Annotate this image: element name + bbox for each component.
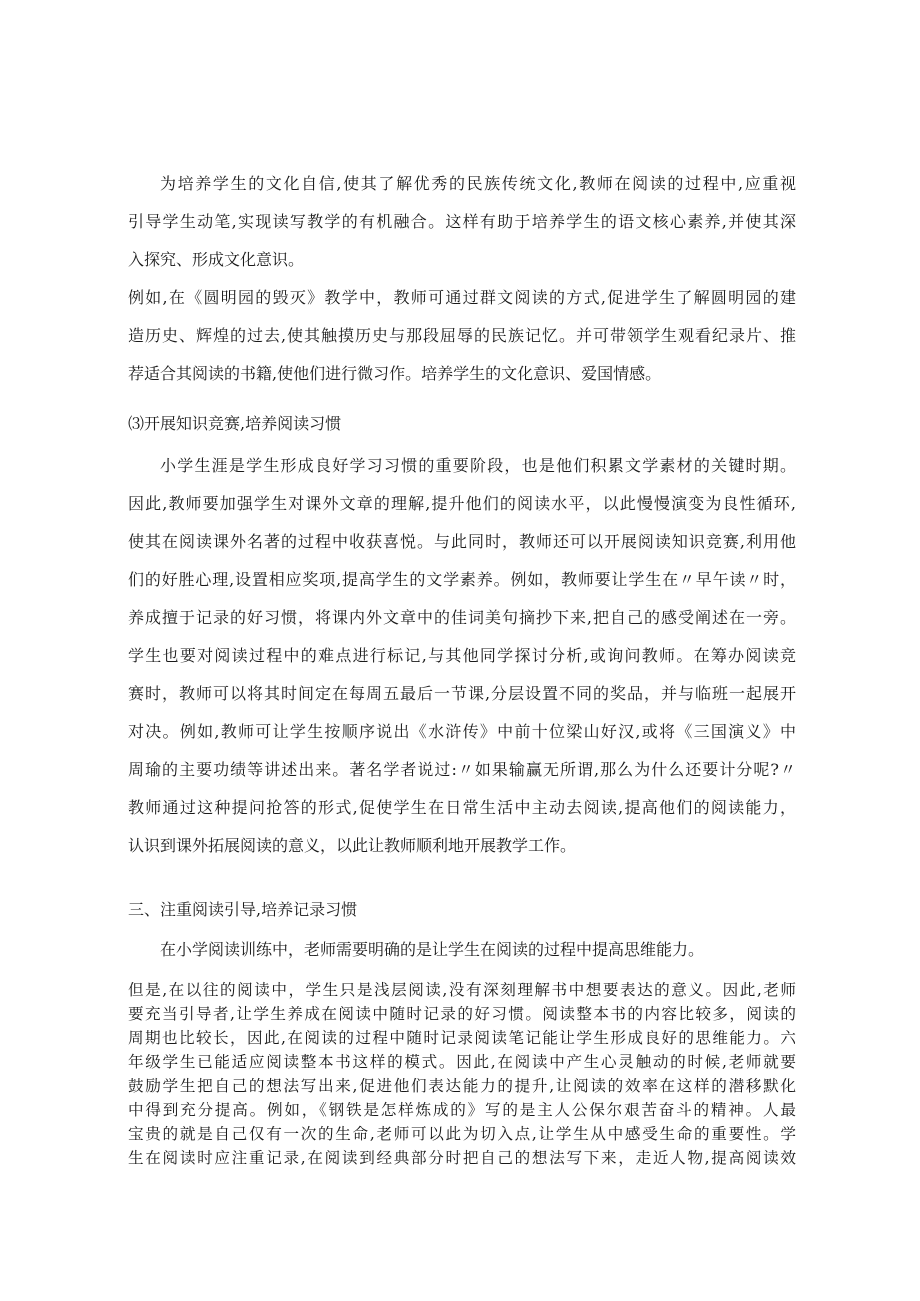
text-line: 为培养学生的文化自信,使其了解优秀的民族传统文化,教师在阅读的过程中,应重视 <box>160 174 796 193</box>
text-line: 养成擅于记录的好习惯，将课内外文章中的佳词美句摘抄下来,把自己的感受阐述在一旁。 <box>128 608 796 627</box>
text-line: 周期也比较长，因此,在阅读的过程中随时记录阅读笔记能让学生形成良好的思维能力。六 <box>128 1029 796 1047</box>
text-line: 造历史、辉煌的过去,使其触摸历史与那段屈辱的民族记忆。并可带领学生观看纪录片、推 <box>128 326 796 345</box>
text-line: 小学生涯是学生形成良好学习习惯的重要阶段，也是他们积累文学素材的关键时期。 <box>160 456 796 475</box>
text-line: 赛时，教师可以将其时间定在每周五最后一节课,分层设置不同的奖品，并与临班一起展开 <box>128 684 796 703</box>
paragraph-reading-notes <box>128 978 796 1170</box>
subheading-knowledge-contest <box>128 410 796 438</box>
text-line: 使其在阅读课外名著的过程中收获喜悦。与此同时，教师还可以开展阅读知识竞赛,利用他 <box>128 532 796 551</box>
text-line: 因此,教师要加强学生对课外文章的理解,提升他们的阅读水平，以此慢慢演变为良性循环, <box>128 494 796 513</box>
text-line: 们的好胜心理,设置相应奖项,提高学生的文学素养。例如，教师要让学生在〃早午读〃时， <box>128 570 796 589</box>
section-heading-reading-guidance <box>128 896 796 924</box>
paragraph-primary-school-habits <box>128 452 796 860</box>
text-line: 教师通过这种提问抢答的形式,促使学生在日常生活中主动去阅读,提高他们的阅读能力， <box>128 798 796 817</box>
text-line: 要充当引导者,让学生养成在阅读中随时记录的好习惯。阅读整本书的内容比较多，阅读的 <box>128 1005 796 1023</box>
paragraph-yuanmingyuan-example <box>128 284 796 388</box>
text-line: 中得到充分提高。例如，《钢铁是怎样炼成的》写的是主人公保尔艰苦奋斗的精神。人最 <box>128 1101 796 1119</box>
text-line: 年级学生已能适应阅读整本书这样的模式。因此,在阅读中产生心灵触动的时候,老师就要 <box>128 1053 796 1071</box>
text-line: 入探究、形成文化意识。 <box>128 250 305 269</box>
text-line: 鼓励学生把自己的想法写出来,促进他们表达能力的提升,让阅读的效率在这样的潜移默化 <box>128 1077 796 1095</box>
paragraph-cultural-confidence <box>128 170 796 274</box>
text-line: 引导学生动笔,实现读写教学的有机融合。这样有助于培养学生的语文核心素养,并使其深 <box>128 212 796 231</box>
text-line: 周瑜的主要功绩等讲述出来。著名学者说过:〃如果输赢无所谓,那么为什么还要计分呢?〃 <box>128 760 796 779</box>
text-line: 学生也要对阅读过程中的难点进行标记,与其他同学探讨分析,或询问教师。在筹办阅读竞 <box>128 646 796 665</box>
text-line: 例如,在《圆明园的毁灭》教学中，教师可通过群文阅读的方式,促进学生了解圆明园的建 <box>128 288 796 307</box>
text-line: 但是,在以往的阅读中，学生只是浅层阅读,没有深刻理解书中想要表达的意义。因此,老师 <box>128 981 796 999</box>
text-line: 在小学阅读训练中，老师需要明确的是让学生在阅读的过程中提高思维能力。 <box>160 940 705 959</box>
text-line: 宝贵的就是自己仅有一次的生命,老师可以此为切入点,让学生从中感受生命的重要性。学 <box>128 1125 796 1143</box>
text-line: 对决。例如,教师可让学生按顺序说出《水浒传》中前十位梁山好汉,或将《三国演义》中 <box>128 722 796 741</box>
text-line: 生在阅读时应注重记录,在阅读到经典部分时把自己的想法写下来，走近人物,提高阅读效 <box>128 1149 796 1167</box>
paragraph-thinking-ability <box>128 936 796 964</box>
subheading-text: ⑶开展知识竞赛,培养阅读习惯 <box>128 414 342 433</box>
text-line: 荐适合其阅读的书籍,使他们进行微习作。培养学生的文化意识、爱国情感。 <box>128 364 662 383</box>
text-line: 认识到课外拓展阅读的意义，以此让教师顺利地开展教学工作。 <box>128 836 577 855</box>
section-heading-text: 三、注重阅读引导,培养记录习惯 <box>128 900 358 919</box>
